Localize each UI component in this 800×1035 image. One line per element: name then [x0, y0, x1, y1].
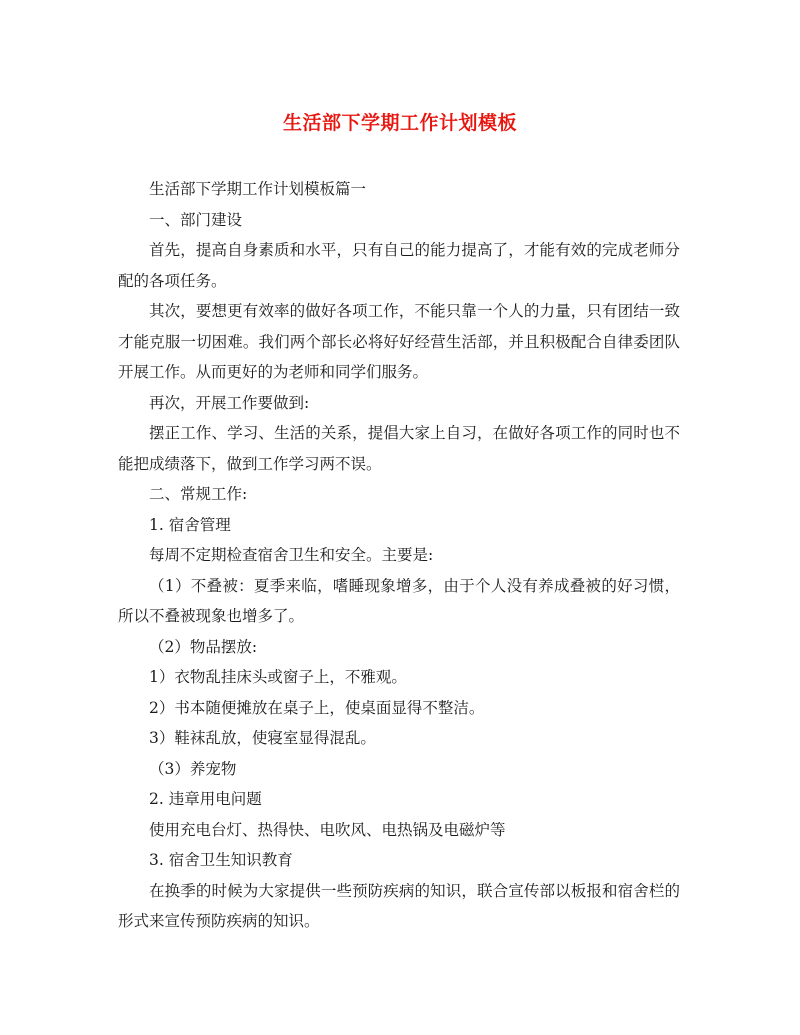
subheading-hygiene-education: 3. 宿舍卫生知识教育: [149, 851, 293, 869]
subheading-electricity: 2. 违章用电问题: [149, 790, 262, 808]
list-item-books: 2）书本随便摊放在桌子上，使桌面显得不整洁。: [149, 698, 485, 717]
section-heading-plan: 生活部下学期工作计划模板篇一: [149, 180, 367, 198]
list-item-pets: （3）养宠物: [149, 759, 237, 778]
document-title: 生活部下学期工作计划模板: [282, 112, 517, 134]
paragraph-third: 再次，开展工作要做到:: [149, 393, 310, 412]
paragraph-balance: 摆正工作、学习、生活的关系，提倡大家上自习，在做好各项工作的同时也不能把成绩落下，做到工作学习两不误。: [118, 424, 680, 473]
document-body: [118, 174, 680, 937]
section-heading-department: 一、部门建设: [149, 210, 243, 229]
list-item-belongings: （2）物品摆放:: [149, 637, 258, 656]
subheading-dorm-management: 1. 宿舍管理: [149, 515, 231, 534]
list-item-bedding: （1）不叠被：夏季来临，嗜睡现象增多，由于个人没有养成叠被的好习惯，所以不叠被现象也增多了。: [118, 576, 680, 625]
paragraph-first: 首先，提高自身素质和水平，只有自己的能力提高了，才能有效的完成老师分配的各项任务。: [118, 241, 680, 290]
list-item-shoes: 3）鞋袜乱放，使寝室显得混乱。: [149, 729, 376, 747]
section-heading-routine: 二、常规工作:: [149, 485, 248, 503]
paragraph-weekly-check: 每周不定期检查宿舍卫生和安全。主要是:: [149, 546, 434, 564]
list-item-clothes: 1）衣物乱挂床头或窗子上，不雅观。: [149, 668, 407, 686]
paragraph-second: 其次，要想更有效率的做好各项工作，不能只靠一个人的力量，只有团结一致才能克服一切困难。我们两个部长必将好好经营生活部，并且积极配合自律委团队开展工作。从而更好的为老师和同学们服务。: [118, 302, 680, 381]
paragraph-seasonal-health: 在换季的时候为大家提供一些预防疾病的知识，联合宣传部以板报和宿舍栏的形式来宣传预防疾病的知识。: [118, 881, 680, 930]
paragraph-appliances: 使用充电台灯、热得快、电吹风、电热锅及电磁炉等: [149, 820, 506, 839]
